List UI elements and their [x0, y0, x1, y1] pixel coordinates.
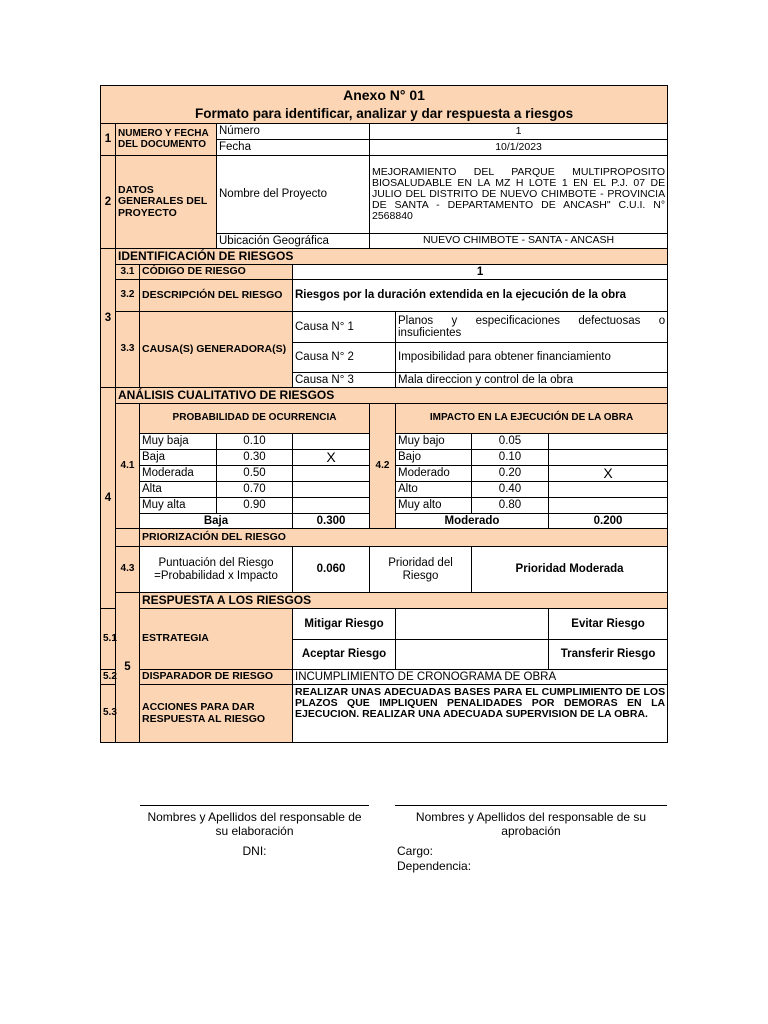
puntuacion-label: Puntuación del Riesgo =Probabilidad x Impacto	[140, 547, 293, 593]
prob-mark	[293, 498, 370, 514]
prob-result-value: 0.300	[293, 514, 370, 529]
left-signature-caption: Nombres y Apellidos del responsable de su elaboración	[147, 810, 362, 838]
right-signature-caption: Nombres y Apellidos del responsable de su aprobación	[415, 810, 647, 838]
mitigar-mark	[396, 609, 549, 640]
imp-mark	[549, 434, 668, 450]
aceptar-mark	[396, 640, 549, 670]
numero-value: 1	[370, 124, 668, 140]
mitigar-label: Mitigar Riesgo	[293, 609, 396, 640]
prob-value: 0.70	[217, 482, 293, 498]
imp-level: Muy alto	[396, 498, 472, 514]
prob-mark	[293, 434, 370, 450]
section-5-number: 5	[116, 593, 140, 743]
causa-3-value: Mala direccion y control de la obra	[396, 373, 668, 388]
prob-mark	[293, 482, 370, 498]
prob-value: 0.50	[217, 466, 293, 482]
imp-value: 0.05	[472, 434, 549, 450]
imp-value: 0.40	[472, 482, 549, 498]
impacto-num: 4.2	[370, 404, 396, 529]
puntuacion-value: 0.060	[293, 547, 370, 593]
fecha-value: 10/1/2023	[370, 140, 668, 156]
prob-result-label: Baja	[140, 514, 293, 529]
codigo-value: 1	[293, 265, 668, 280]
causas-label: CAUSA(S) GENERADORA(S)	[140, 312, 293, 388]
imp-value: 0.10	[472, 450, 549, 466]
section-1-label: NUMERO Y FECHA DEL DOCUMENTO	[116, 124, 217, 156]
causa-1-label: Causa N° 1	[293, 312, 396, 343]
probabilidad-num: 4.1	[116, 404, 140, 529]
aceptar-label: Aceptar Riesgo	[293, 640, 396, 670]
prioridad-label: Prioridad del Riesgo	[370, 547, 472, 593]
section-1-number: 1	[101, 124, 116, 156]
prob-level: Moderada	[140, 466, 217, 482]
imp-value: 0.80	[472, 498, 549, 514]
identificacion-title: IDENTIFICACIÓN DE RIESGOS	[116, 249, 668, 265]
probabilidad-title: PROBABILIDAD DE OCURRENCIA	[140, 404, 370, 434]
causa-1-value: Planos y especificaciones defectuosas o insuficientes	[396, 312, 668, 343]
causas-num: 3.3	[116, 312, 140, 388]
priorizacion-num: 4.3	[116, 547, 140, 593]
prioridad-value: Prioridad Moderada	[472, 547, 668, 593]
causa-2-label: Causa N° 2	[293, 343, 396, 373]
right-cargo-label: Cargo:	[397, 844, 434, 858]
nombre-proyecto-label: Nombre del Proyecto	[217, 156, 370, 234]
prob-mark: X	[293, 450, 370, 466]
section-2-label: DATOS GENERALES DEL PROYECTO	[116, 156, 217, 249]
acciones-label: ACCIONES PARA DAR RESPUESTA AL RIESGO	[140, 685, 293, 743]
section-2-number: 2	[101, 156, 116, 249]
prob-level: Baja	[140, 450, 217, 466]
disparador-label: DISPARADOR DE RIESGO	[140, 670, 293, 685]
imp-level: Alto	[396, 482, 472, 498]
prob-level: Muy alta	[140, 498, 217, 514]
ubicacion-value: NUEVO CHIMBOTE - SANTA - ANCASH	[370, 234, 668, 249]
descripcion-value: Riesgos por la duración extendida en la ejecución de la obra	[293, 280, 668, 312]
codigo-num: 3.1	[116, 265, 140, 280]
estrategia-label: ESTRATEGIA	[140, 609, 293, 670]
imp-result-label: Moderado	[396, 514, 549, 529]
risk-form-table	[100, 85, 668, 743]
imp-level: Muy bajo	[396, 434, 472, 450]
imp-mark: X	[549, 466, 668, 482]
nombre-proyecto-value: MEJORAMIENTO DEL PARQUE MULTIPROPOSITO BIOSALUDABLE EN LA MZ H LOTE 1 EN EL P.J. 07 DE JULIO DEL DISTRITO DE NUEVO CHIMBOTE - PROVINCIA DE SANTA - DEPARTAMENTO DE ANCASH" C.U.I. N° 2568840	[370, 156, 668, 234]
imp-mark	[549, 498, 668, 514]
annex-title: Anexo N° 01	[101, 86, 668, 105]
ubicacion-label: Ubicación Geográfica	[217, 234, 370, 249]
section-3-number: 3	[101, 249, 116, 388]
imp-level: Bajo	[396, 450, 472, 466]
evitar-label: Evitar Riesgo	[549, 609, 668, 640]
estrategia-num: 5.1	[101, 609, 116, 670]
prob-mark	[293, 466, 370, 482]
descripcion-label: DESCRIPCIÓN DEL RIESGO	[140, 280, 293, 312]
causa-2-value: Imposibilidad para obtener financiamiento	[396, 343, 668, 373]
priorizacion-spacer	[116, 529, 140, 547]
prob-level: Muy baja	[140, 434, 217, 450]
imp-mark	[549, 482, 668, 498]
respuesta-title: RESPUESTA A LOS RIESGOS	[140, 593, 668, 609]
prob-value: 0.90	[217, 498, 293, 514]
causa-3-label: Causa N° 3	[293, 373, 396, 388]
descripcion-num: 3.2	[116, 280, 140, 312]
acciones-value: REALIZAR UNAS ADECUADAS BASES PARA EL CUMPLIMIENTO DE LOS PLAZOS QUE IMPLIQUEN PENALIDADES POR DEMORAS EN LA EJECUCION. REALIZAR UNA ADECUADA SUPERVISION DE LA OBRA.	[293, 685, 668, 743]
transferir-label: Transferir Riesgo	[549, 640, 668, 670]
prob-value: 0.30	[217, 450, 293, 466]
prob-level: Alta	[140, 482, 217, 498]
imp-mark	[549, 450, 668, 466]
right-signature-line	[395, 805, 667, 806]
left-signature-line	[140, 805, 369, 806]
fecha-label: Fecha	[217, 140, 370, 156]
disparador-value: INCUMPLIMIENTO DE CRONOGRAMA DE OBRA	[293, 670, 668, 685]
imp-value: 0.20	[472, 466, 549, 482]
left-dni-label: DNI:	[242, 844, 267, 858]
disparador-num: 5.2	[101, 670, 116, 685]
codigo-label: CÓDIGO DE RIESGO	[140, 265, 293, 280]
numero-label: Número	[217, 124, 370, 140]
imp-level: Moderado	[396, 466, 472, 482]
section-4-number: 4	[101, 388, 116, 609]
imp-result-value: 0.200	[549, 514, 668, 529]
impacto-title: IMPACTO EN LA EJECUCIÓN DE LA OBRA	[396, 404, 668, 434]
right-dependencia-label: Dependencia:	[397, 859, 472, 873]
prob-value: 0.10	[217, 434, 293, 450]
priorizacion-title: PRIORIZACIÓN DEL RIESGO	[140, 529, 668, 547]
form-title: Formato para identificar, analizar y dar respuesta a riesgos	[101, 105, 668, 124]
analisis-title: ANÁLISIS CUALITATIVO DE RIESGOS	[116, 388, 668, 404]
acciones-num: 5.3	[101, 685, 116, 743]
